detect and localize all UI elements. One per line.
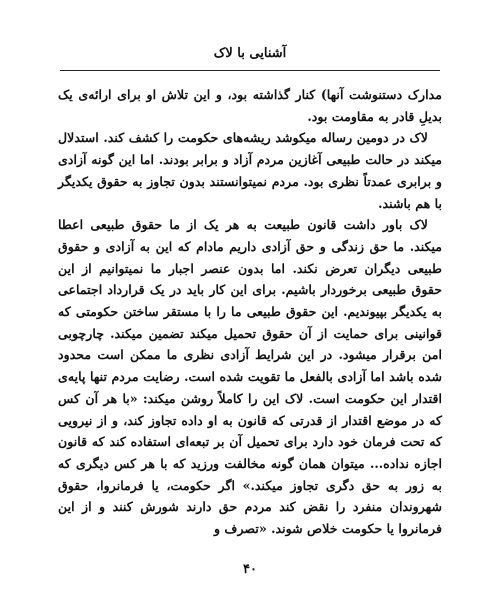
page-number: ۴۰ — [243, 562, 257, 577]
paragraph: لاک باور داشت قانون طبیعت به هر یک از ما حقوق طبیعی اعطا میکند. ما حق زندگی و حق آزادی داریم مادام که این به آزادی و حقوق طبیعی دیگران تعرض نکند. اما بدون عنصر اجبار ما نمیتوانیم از این حقوق طبیعی برخوردار باشیم. برای این کار باید در یک قرارداد اجتماعی به یکدیگر بپیوندیم. این حقوق طبیعی ما را با مستقر ساختن حکومتی که قوانینی برای حمایت از آن حقوق تحمیل میکند تضمین میکند. چارچوبی امن برقرار میشود. در این شرایط آزادی نظری ما ممکن است محدود شده باشد اما آزادی بالفعل ما تقویت شده است. رضایت مردم تنها پایه‌ی اقتدار این حکومت است. لاک این را کاملاً روشن میکند: «با هر آن کس که در موضع اقتدار از قدرتی که قانون به او داده تجاوز کند، و از نیرویی که تحت فرمان خود دارد برای تحمیل آن بر تبعه‌ای استفاده کند که قانون اجازه نداده... میتوان همان گونه مخالفت ورزید که با هر کس دیگری که به زور به حق دگری تجاوز میکند.» اگر حکومت، یا فرمانروا، حقوق شهروندان منفرد را نقض کند مردم حق دارند شورش کنند و از این فرمانروا یا حکومت خلاص شوند. «تصرف و — [58, 217, 442, 537]
body-text — [58, 84, 442, 540]
running-header: آشنایی با لاک — [213, 46, 287, 61]
paragraph: مدارک دستنوشت آنها) کنار گذاشته بود، و این تلاش او برای ارائه‌ی یک بدیلِ قادر به مقاومت بود. — [58, 87, 442, 124]
paragraph: لاک در دومین رساله میکوشد ریشه‌های حکومت را کشف کند. استدلال میکند در حالت طبیعی آغازین مردم آزاد و برابر بودند. اما این گونه آزادی و برابری عمدتاً نظری بود. مردم نمیتوانستند بدون تجاوز به حقوق یکدیگر با هم باشند. — [58, 130, 442, 211]
header-divider — [60, 70, 440, 71]
